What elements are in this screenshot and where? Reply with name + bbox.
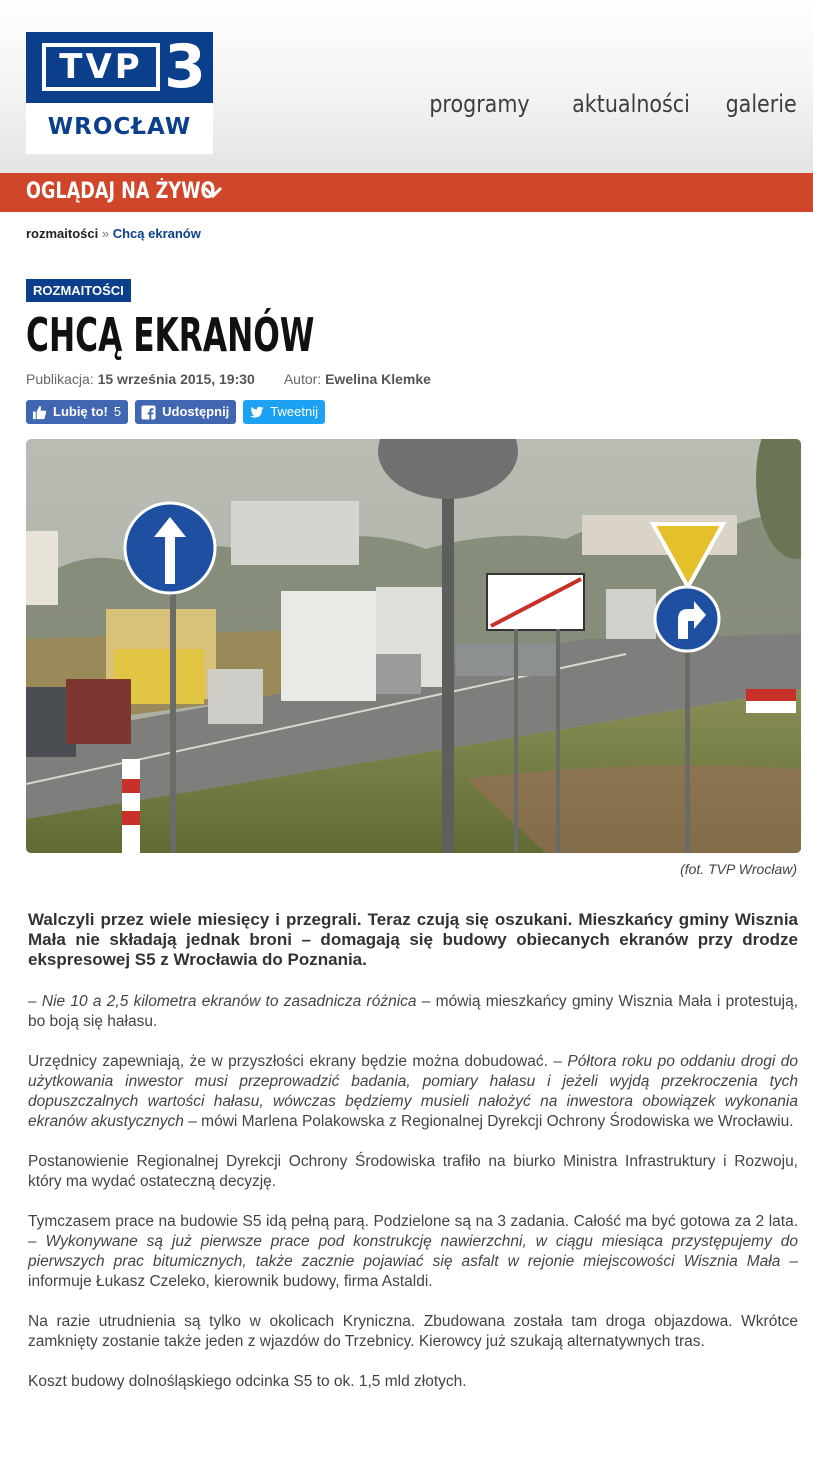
social-buttons (26, 400, 325, 424)
article-lead: Walczyli przez wiele miesięcy i przegrali. Teraz czują się oszukani. Mieszkańcy gminy Wisznia Mała nie składają jednak broni – domagają się budowy obiecanych ekranów przy drodze ekspresowej S5 z Wrocławia do Poznania. (28, 910, 798, 969)
site-header (0, 0, 813, 173)
article-paragraph-1 (28, 992, 798, 1032)
logo-city: WROCŁAW (47, 114, 192, 140)
breadcrumb-separator: » (101, 226, 113, 241)
main-nav (413, 90, 797, 118)
logo-number: 3 (164, 32, 206, 102)
paragraph-2-text: – mówi Marlena Polakowska z Regionalnej Dyrekcji Ochrony Środowiska we Wrocławiu. (183, 1113, 794, 1130)
paragraph-2-intro: Urzędnicy zapewniają, że w przyszłości ekrany będzie można dobudować. (28, 1053, 554, 1070)
paragraph-4-intro: Tymczasem prace na budowie S5 idą pełną parą. Podzielone są na 3 zadania. Całość ma być gotowa za 2 lata. (28, 1213, 798, 1230)
breadcrumb-section-link[interactable]: rozmaitości (26, 226, 99, 241)
breadcrumb (26, 226, 201, 241)
nav-aktualnosci[interactable]: aktualności (572, 90, 691, 118)
tvp3-wroclaw-logo[interactable] (26, 32, 213, 154)
publication-date: 15 września 2015, 19:30 (97, 371, 255, 387)
road-photo-illustration (26, 439, 801, 853)
photo-caption: (fot. TVP Wrocław) (680, 861, 797, 877)
chevron-down-icon[interactable] (202, 181, 224, 203)
paragraph-1-text: – mówią mieszkańcy gminy Wisznia Mała i protestują, bo boją się hałasu. (28, 993, 798, 1030)
category-badge[interactable]: ROZMAITOŚCI (26, 279, 131, 302)
logo-blue-block (26, 32, 213, 103)
nav-programy[interactable]: programy (429, 90, 530, 118)
like-count: 5 (113, 404, 122, 419)
article-paragraph-6: Koszt budowy dolnośląskiego odcinka S5 to ok. 1,5 mld złotych. (28, 1373, 467, 1390)
thumbs-up-icon (32, 405, 47, 420)
quote-1: – Nie 10 a 2,5 kilometra ekranów to zasadnicza różnica (28, 993, 417, 1010)
share-button[interactable] (135, 400, 236, 424)
tweet-button[interactable] (243, 400, 325, 424)
article-paragraph-2 (28, 1052, 798, 1132)
logo-brand: TVP (42, 43, 160, 91)
like-label: Lubię to! (53, 404, 108, 419)
live-bar[interactable] (0, 173, 813, 212)
twitter-bird-icon (249, 405, 264, 420)
author-label: Autor: (283, 371, 322, 387)
author-name: Ewelina Klemke (325, 371, 431, 387)
article-body (28, 910, 798, 1412)
article-paragraph-5: Na razie utrudnienia są tylko w okolicach Kryniczna. Zbudowana została tam droga objazdowa. Wkrótce zamknięty zostanie także jeden z wjazdów do Trzebnicy. Kierowcy już szukają alternatywnych tras. (28, 1313, 798, 1350)
tweet-label: Tweetnij (270, 404, 318, 419)
quote-2: – Półtora roku po oddaniu drogi do użytkowania inwestor musi przeprowadzić badania, pomiary hałasu i jeżeli wyjdą przekroczenia tych dopuszczalnych wartości hałasu, wówczas będziemy musieli nałożyć na inwestora obowiązek wykonania ekranów akustycznych (28, 1053, 798, 1130)
like-button[interactable] (26, 400, 128, 424)
paragraph-4-text: – informuje Łukasz Czeleko, kierownik budowy, firma Astaldi. (28, 1253, 798, 1290)
live-label[interactable]: OGLĄDAJ NA ŻYWO (26, 179, 216, 204)
article-paragraph-3: Postanowienie Regionalnej Dyrekcji Ochrony Środowiska trafiło na biurko Ministra Infrastruktury i Rozwoju, który ma wydać ostateczną decyzję. (28, 1153, 798, 1190)
article-meta (26, 371, 431, 387)
article-paragraph-4 (28, 1212, 798, 1292)
breadcrumb-current-link[interactable]: Chcą ekranów (112, 226, 201, 241)
quote-4: – Wykonywane są już pierwsze prace pod konstrukcję nawierzchni, w ciągu miesiąca przystępujemy do pierwszych prac bitumicznych, także zacznie pojawiać się asfalt w rejonie miejscowości Wisznia Mała (28, 1233, 798, 1270)
facebook-icon (141, 405, 156, 420)
nav-galerie[interactable]: galerie (725, 90, 797, 118)
share-label: Udostępnij (162, 404, 230, 419)
article-title: CHCĄ EKRANÓW (26, 308, 315, 362)
publication-label: Publikacja: (26, 371, 94, 387)
article-photo (26, 439, 801, 853)
